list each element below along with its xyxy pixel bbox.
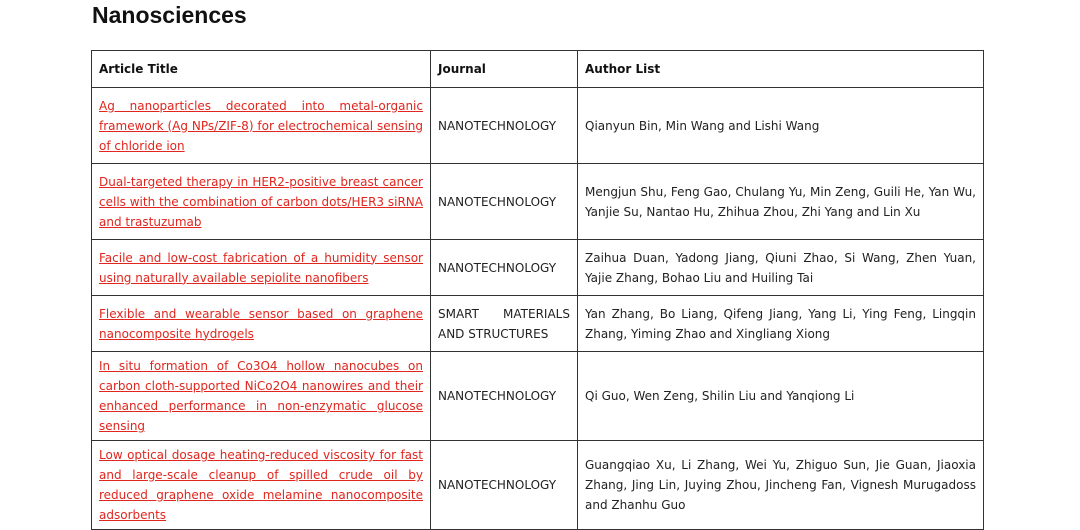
article-title-link[interactable]: In situ formation of Co3O4 hollow nanocubes on carbon cloth-supported NiCo2O4 nanowires and their enhanced performance in non-enzymatic glucose sensing: [99, 359, 423, 433]
table-row: [92, 88, 984, 164]
table-row: [92, 352, 984, 441]
table-row: [92, 441, 984, 530]
authors-cell: Mengjun Shu, Feng Gao, Chulang Yu, Min Zeng, Guili He, Yan Wu, Yanjie Su, Nantao Hu, Zhihua Zhou, Zhi Yang and Lin Xu: [578, 164, 984, 240]
article-title-link[interactable]: Facile and low-cost fabrication of a humidity sensor using naturally available sepiolite nanofibers: [99, 250, 423, 285]
table-row: [92, 164, 984, 240]
authors-cell: Qi Guo, Wen Zeng, Shilin Liu and Yanqiong Li: [578, 352, 984, 441]
table-row: [92, 296, 984, 352]
authors-cell: Zaihua Duan, Yadong Jiang, Qiuni Zhao, Si Wang, Zhen Yuan, Yajie Zhang, Bohao Liu and Huiling Tai: [578, 240, 984, 296]
header-author-list: Author List: [578, 51, 984, 88]
title-cell: [92, 88, 431, 164]
title-cell: [92, 441, 431, 530]
authors-cell: Yan Zhang, Bo Liang, Qifeng Jiang, Yang Li, Ying Feng, Lingqin Zhang, Yiming Zhao and Xingliang Xiong: [578, 296, 984, 352]
table-row: [92, 240, 984, 296]
journal-cell: NANOTECHNOLOGY: [431, 164, 578, 240]
authors-cell: Guangqiao Xu, Li Zhang, Wei Yu, Zhiguo Sun, Jie Guan, Jiaoxia Zhang, Jing Lin, Juying Zhou, Jincheng Fan, Vignesh Murugadoss and Zhanhu Guo: [578, 441, 984, 530]
article-title-link[interactable]: Flexible and wearable sensor based on graphene nanocomposite hydrogels: [99, 306, 423, 341]
journal-cell: NANOTECHNOLOGY: [431, 352, 578, 441]
journal-cell: NANOTECHNOLOGY: [431, 88, 578, 164]
table-header-row: [92, 51, 984, 88]
article-title-link[interactable]: Dual-targeted therapy in HER2-positive breast cancer cells with the combination of carbon dots/HER3 siRNA and trastuzumab: [99, 174, 423, 229]
page-title: Nanosciences: [92, 2, 247, 28]
header-journal: Journal: [431, 51, 578, 88]
journal-cell: NANOTECHNOLOGY: [431, 441, 578, 530]
title-cell: [92, 352, 431, 441]
article-title-link[interactable]: Ag nanoparticles decorated into metal-organic framework (Ag NPs/ZIF-8) for electrochemical sensing of chloride ion: [99, 98, 423, 153]
title-cell: [92, 240, 431, 296]
title-cell: [92, 164, 431, 240]
article-title-link[interactable]: Low optical dosage heating-reduced viscosity for fast and large-scale cleanup of spilled crude oil by reduced graphene oxide melamine nanocomposite adsorbents: [99, 448, 423, 522]
header-article-title: Article Title: [92, 51, 431, 88]
authors-cell: Qianyun Bin, Min Wang and Lishi Wang: [578, 88, 984, 164]
journal-cell: SMART MATERIALS AND STRUCTURES: [431, 296, 578, 352]
journal-cell: NANOTECHNOLOGY: [431, 240, 578, 296]
articles-table: [91, 50, 984, 530]
title-cell: [92, 296, 431, 352]
